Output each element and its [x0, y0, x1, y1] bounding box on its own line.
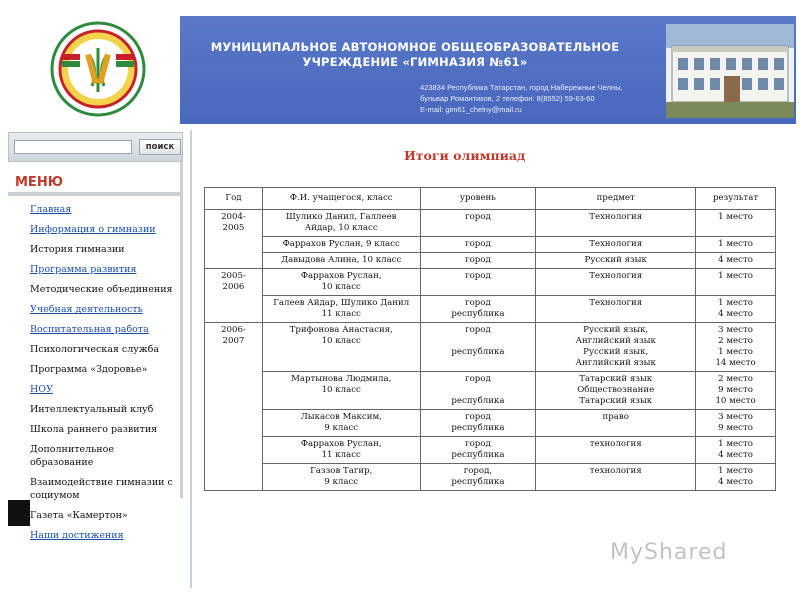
cell-result: 4 место	[696, 253, 776, 269]
olympiad-results-table	[204, 187, 776, 491]
menu-title: МЕНЮ	[15, 175, 63, 190]
cell-student: Шулико Данил, Галлеев Айдар, 10 класс	[262, 210, 420, 237]
table-header-row	[205, 188, 776, 210]
cell-result: 1 место 4 место	[696, 464, 776, 491]
cell-level: город	[420, 210, 536, 237]
cell-subject: Технология	[536, 210, 696, 237]
cell-result: 1 место	[696, 237, 776, 253]
menu-divider	[8, 192, 183, 196]
cell-level: город республика	[420, 323, 536, 372]
table-body	[205, 210, 776, 491]
menu-item-intellect-club[interactable]: Интеллектуальный клуб	[30, 404, 154, 415]
menu-item-additional-education[interactable]: Дополнительное образование	[30, 444, 114, 468]
cell-subject: Технология	[536, 237, 696, 253]
cell-level: город республика	[420, 410, 536, 437]
menu-item-health[interactable]: Программа «Здоровье»	[30, 364, 148, 375]
menu-item-info[interactable]: Информация о гимназии	[30, 224, 156, 235]
header-banner	[180, 16, 796, 124]
column-header-result: результат	[696, 188, 776, 210]
menu-item-achievements[interactable]: Наши достижения	[30, 530, 124, 541]
cell-subject: Технология	[536, 296, 696, 323]
cell-year: 2006- 2007	[205, 323, 263, 491]
cell-result: 2 место 9 место 10 место	[696, 372, 776, 410]
cell-level: город	[420, 253, 536, 269]
menu-list	[30, 200, 180, 546]
cell-subject: Русский язык	[536, 253, 696, 269]
watermark: MyShared	[610, 540, 728, 565]
menu-item-society[interactable]: Взаимодействие гимназии с социумом	[30, 477, 173, 501]
cell-student: Фаррахов Руслан, 10 класс	[262, 269, 420, 296]
menu-item-newspaper[interactable]: Газета «Камертон»	[30, 510, 128, 521]
menu-item-home[interactable]: Главная	[30, 204, 72, 215]
cell-result: 3 место 2 место 1 место 14 место	[696, 323, 776, 372]
cell-level: город республика	[420, 296, 536, 323]
cell-subject: технология	[536, 464, 696, 491]
table-row	[205, 269, 776, 296]
search-input[interactable]	[14, 140, 132, 154]
table-row	[205, 253, 776, 269]
column-header-subject: предмет	[536, 188, 696, 210]
cell-result: 1 место 4 место	[696, 296, 776, 323]
cell-result: 1 место 4 место	[696, 437, 776, 464]
cell-student: Давыдова Алина, 10 класс	[262, 253, 420, 269]
cell-student: Трифонова Анастасия, 10 класс	[262, 323, 420, 372]
cell-result: 1 место	[696, 269, 776, 296]
cell-student: Фаррахов Руслан, 11 класс	[262, 437, 420, 464]
sidebar	[8, 132, 183, 541]
cell-subject: Татарский язык Обществознание Татарский язык	[536, 372, 696, 410]
search-bar	[8, 132, 183, 162]
page-title: Итоги олимпиад	[404, 148, 526, 163]
menu-item-history[interactable]: История гимназии	[30, 244, 125, 255]
cell-subject: технология	[536, 437, 696, 464]
table-row	[205, 210, 776, 237]
cell-subject: право	[536, 410, 696, 437]
school-title: МУНИЦИПАЛЬНОЕ АВТОНОМНОЕ ОБЩЕОБРАЗОВАТЕЛЬНОЕ УЧРЕЖДЕНИЕ «ГИМНАЗИЯ №61»	[210, 40, 620, 69]
column-header-level: уровень	[420, 188, 536, 210]
column-header-year: Год	[205, 188, 263, 210]
cell-subject: Русский язык, Английский язык Русский язык, Английский язык	[536, 323, 696, 372]
cell-student: Галеев Айдар, Шулико Данил 11 класс	[262, 296, 420, 323]
search-button[interactable]: поиск	[139, 139, 181, 155]
cell-student: Лыкасов Максим, 9 класс	[262, 410, 420, 437]
school-address: 423834 Республика Татарстан, город Набережные Челны, бульвар Романтиков, 2 телефон: 8(8552) 59-63-60 E-mail: gim61_chelny@mail.ru	[420, 83, 623, 114]
school-building-photo	[666, 24, 794, 118]
menu-item-education[interactable]: Учебная деятельность	[30, 304, 143, 315]
cell-year: 2004- 2005	[205, 210, 263, 269]
cell-level: город	[420, 237, 536, 253]
sidebar-footer-block	[8, 500, 30, 526]
menu-item-psychology[interactable]: Психологическая служба	[30, 344, 159, 355]
cell-level: город республика	[420, 372, 536, 410]
table-row	[205, 410, 776, 437]
column-header-student: Ф.И. учащегося, класс	[262, 188, 420, 210]
cell-level: город республика	[420, 437, 536, 464]
table-row	[205, 237, 776, 253]
cell-level: город, республика	[420, 464, 536, 491]
table-row	[205, 372, 776, 410]
cell-result: 3 место 9 место	[696, 410, 776, 437]
menu-item-methodical[interactable]: Методические объединения	[30, 284, 173, 295]
gymnasium-logo[interactable]	[40, 20, 156, 118]
cell-level: город	[420, 269, 536, 296]
cell-result: 1 место	[696, 210, 776, 237]
table-row	[205, 437, 776, 464]
cell-student: Газзов Тагир, 9 класс	[262, 464, 420, 491]
cell-year: 2005- 2006	[205, 269, 263, 323]
cell-student: Мартынова Людмила, 10 класс	[262, 372, 420, 410]
menu-item-nou[interactable]: НОУ	[30, 384, 53, 395]
cell-student: Фаррахов Руслан, 9 класс	[262, 237, 420, 253]
table-row	[205, 464, 776, 491]
menu-item-early-school[interactable]: Школа раннего развития	[30, 424, 158, 435]
table-row	[205, 296, 776, 323]
cell-subject: Технология	[536, 269, 696, 296]
menu-item-upbringing[interactable]: Воспитательная работа	[30, 324, 149, 335]
table-row	[205, 323, 776, 372]
menu-item-development-program[interactable]: Программа развития	[30, 264, 137, 275]
